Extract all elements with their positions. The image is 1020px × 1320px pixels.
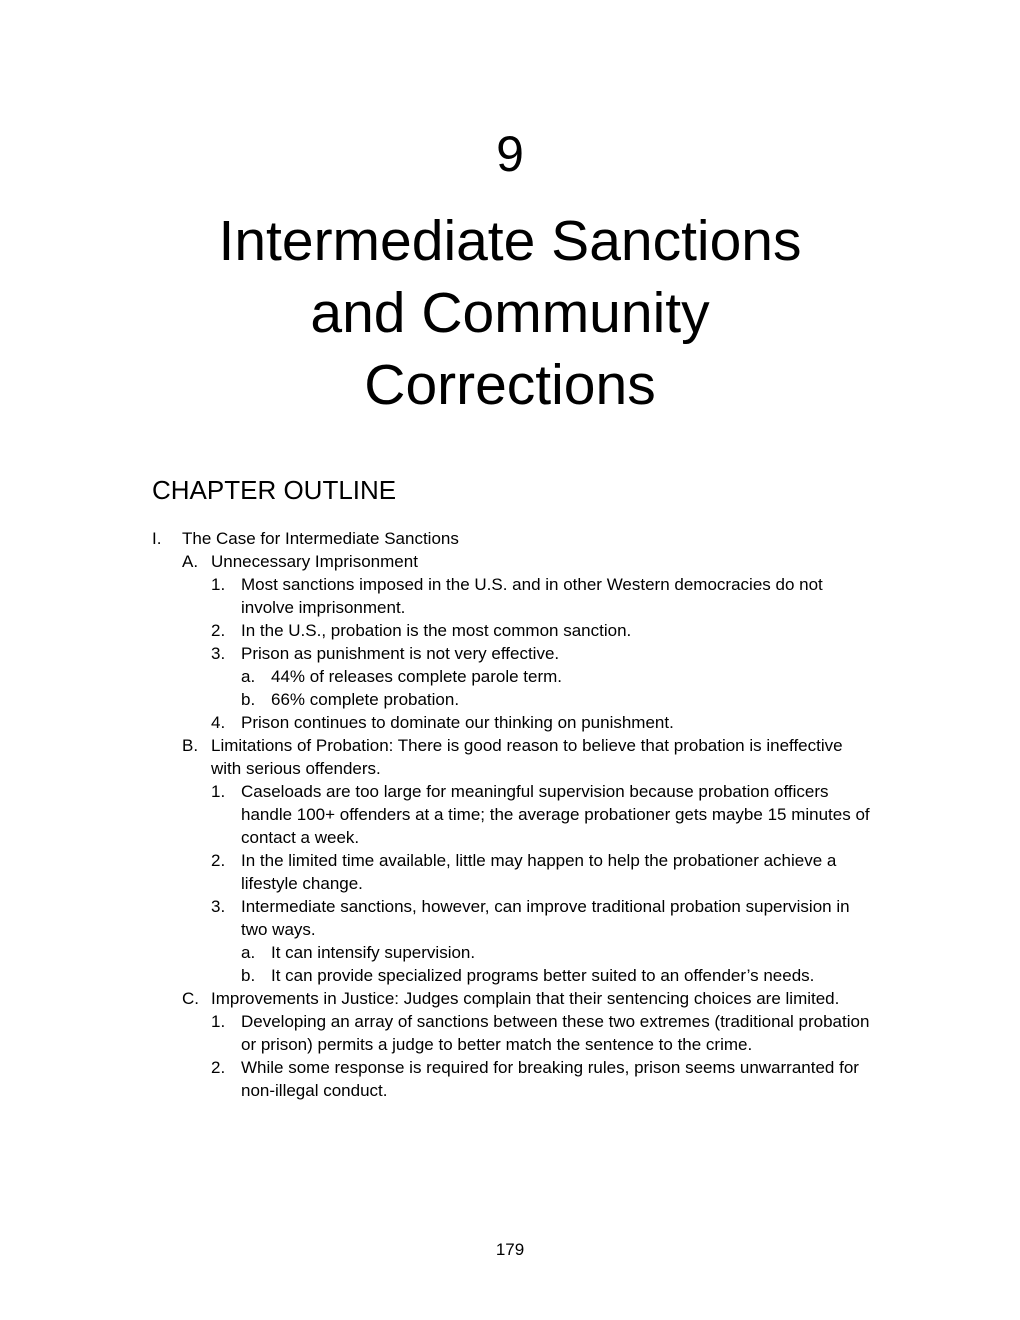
outline-text: 66% complete probation. [271,690,460,709]
outline-text: Prison as punishment is not very effective. [241,644,560,663]
outline-marker: 1. [211,1012,226,1031]
chapter-outline [152,527,872,1102]
chapter-title-line: and Community [310,281,710,345]
outline-item [211,895,872,941]
outline-item [211,711,872,734]
outline-item [182,987,872,1010]
outline-marker: 2. [211,1058,226,1077]
outline-item [152,527,872,550]
chapter-number: 9 [496,126,524,182]
outline-text: The Case for Intermediate Sanctions [182,529,459,548]
chapter-title [0,205,1020,421]
outline-item [211,1056,872,1102]
chapter-title-line: Corrections [364,353,656,417]
outline-item [211,573,872,619]
outline-marker: 3. [211,897,226,916]
outline-text: In the U.S., probation is the most common sanction. [241,621,632,640]
outline-text: Intermediate sanctions, however, can improve traditional probation supervision in two ways. [241,897,850,939]
outline-text: 44% of releases complete parole term. [271,667,563,686]
outline-text: Limitations of Probation: There is good reason to believe that probation is ineffective with serious offenders. [211,736,843,778]
outline-text: While some response is required for breaking rules, prison seems unwarranted for non-illegal conduct. [241,1058,859,1100]
outline-text: It can intensify supervision. [271,943,476,962]
outline-marker: 4. [211,713,226,732]
outline-item [182,734,872,780]
outline-item [211,642,872,665]
outline-text: Caseloads are too large for meaningful supervision because probation officers handle 100+ offenders at a time; the average probationer gets maybe 15 minutes of contact a week. [241,782,870,847]
outline-item [182,550,872,573]
outline-text: Most sanctions imposed in the U.S. and in other Western democracies do not involve imprisonment. [241,575,823,617]
outline-marker: I. [152,529,162,548]
outline-text: Prison continues to dominate our thinking on punishment. [241,713,674,732]
outline-item [241,688,872,711]
outline-marker: A. [182,552,199,571]
outline-marker: 2. [211,851,226,870]
outline-text: Improvements in Justice: Judges complain that their sentencing choices are limited. [211,989,840,1008]
outline-item [241,665,872,688]
outline-item [211,1010,872,1056]
outline-marker: b. [241,966,256,985]
outline-item [241,941,872,964]
outline-item [211,619,872,642]
outline-text: It can provide specialized programs better suited to an offender’s needs. [271,966,815,985]
outline-text: In the limited time available, little may happen to help the probationer achieve a lifestyle change. [241,851,837,893]
chapter-title-line: Intermediate Sanctions [218,209,802,273]
section-heading: CHAPTER OUTLINE [152,475,397,505]
outline-marker: 2. [211,621,226,640]
outline-marker: 3. [211,644,226,663]
outline-marker: 1. [211,575,226,594]
outline-marker: B. [182,736,199,755]
outline-marker: a. [241,667,256,686]
page-number: 179 [495,1240,525,1259]
outline-item [211,780,872,849]
outline-marker: b. [241,690,256,709]
outline-text: Unnecessary Imprisonment [211,552,418,571]
outline-item [241,964,872,987]
outline-marker: 1. [211,782,226,801]
outline-item [211,849,872,895]
outline-text: Developing an array of sanctions between these two extremes (traditional probation or prison) permits a judge to better match the sentence to the crime. [241,1012,870,1054]
outline-marker: C. [182,989,199,1008]
outline-marker: a. [241,943,256,962]
